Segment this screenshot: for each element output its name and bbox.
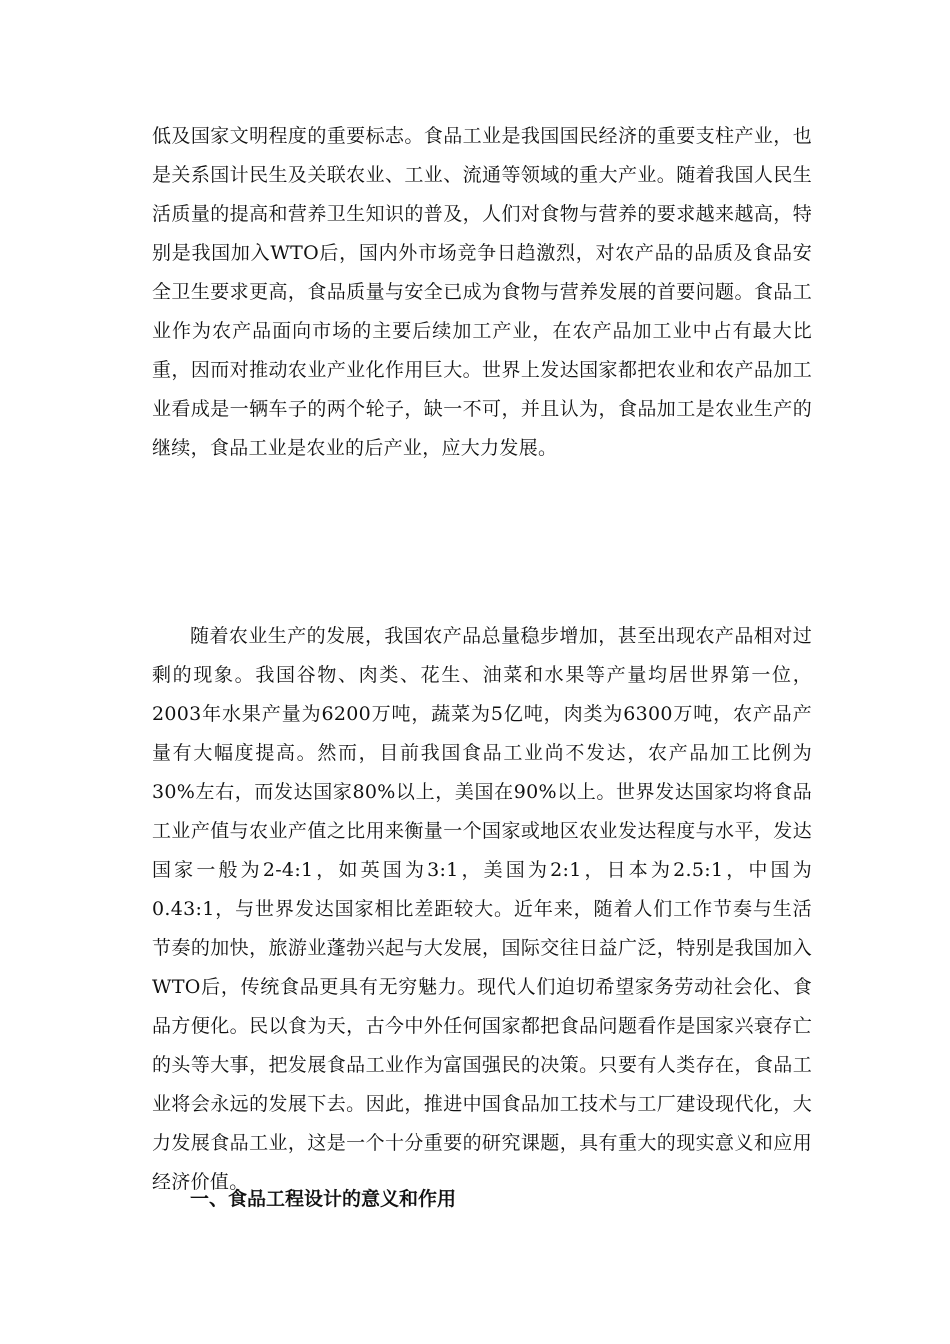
body-paragraph-2: 随着农业生产的发展，我国农产品总量稳步增加，甚至出现农产品相对过剩的现象。我国谷物、肉类、花生、油菜和水果等产量均居世界第一位，2003年水果产量为6200万吨，蔬菜为5亿吨，肉类为6300万吨，农产品产量有大幅度提高。然而，目前我国食品工业尚不发达，农产品加工比例为30%左右，而发达国家80%以上，美国在90%以上。世界发达国家均将食品工业产值与农业产值之比用来衡量一个国家或地区农业发达程度与水平，发达国家一般为2-4:1，如英国为3:1，美国为2:1，日本为2.5:1，中国为0.43:1，与世界发达国家相比差距较大。近年来，随着人们工作节奏与生活节奏的加快，旅游业蓬勃兴起与大发展，国际交往日益广泛，特别是我国加入WTO后，传统食品更具有无穷魅力。现代人们迫切希望家务劳动社会化、食品方便化。民以食为天，古今中外任何国家都把食品问题看作是国家兴衰存亡的头等大事，把发展食品工业作为富国强民的决策。只要有人类存在，食品工业将会永远的发展下去。因此，推进中国食品加工技术与工厂建设现代化，大力发展食品工业，这是一个十分重要的研究课题，具有重大的现实意义和应用经济价值。 [152, 625, 812, 1193]
section-heading: 一、食品工程设计的意义和作用 [190, 1188, 457, 1210]
body-paragraph-1: 低及国家文明程度的重要标志。食品工业是我国国民经济的重要支柱产业，也是关系国计民生及关联农业、工业、流通等领域的重大产业。随着我国人民生活质量的提高和营养卫生知识的普及，人们对食物与营养的要求越来越高，特别是我国加入WTO后，国内外市场竞争日趋激烈，对农产品的品质及食品安全卫生要求更高，食品质量与安全已成为食物与营养发展的首要问题。食品工业作为农产品面向市场的主要后续加工产业，在农产品加工业中占有最大比重，因而对推动农业产业化作用巨大。世界上发达国家都把农业和农产品加工业看成是一辆车子的两个轮子，缺一不可，并且认为，食品加工是农业生产的继续，食品工业是农业的后产业，应大力发展。 [152, 125, 812, 459]
